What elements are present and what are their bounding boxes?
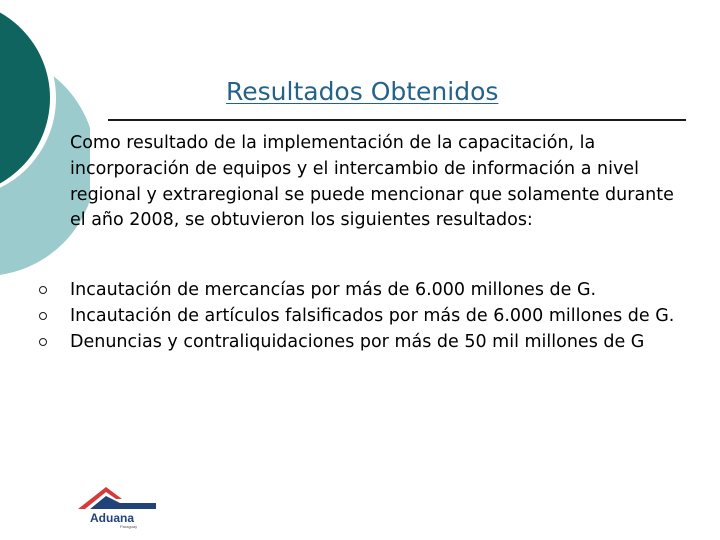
logo-roof-blue	[90, 496, 156, 509]
slide-title: Resultados Obtenidos	[226, 77, 499, 106]
list-item-text: Incautación de artículos falsificados por más de 6.000 millones de G.	[70, 305, 675, 326]
list-item	[0, 278, 680, 304]
hollow-circle-bullet-icon	[39, 286, 47, 294]
list-item-text: Denuncias y contraliquidaciones por más de 50 mil millones de G	[70, 331, 645, 352]
hollow-circle-bullet-icon	[39, 338, 47, 346]
list-item-text: Incautación de mercancías por más de 6.000 millones de G.	[70, 280, 597, 300]
hollow-circle-bullet-icon	[39, 312, 47, 320]
intro-paragraph: Como resultado de la implementación de la capacitación, la incorporación de equipos y el intercambio de información a nivel regional y extraregional se puede mencionar que solamente durante el año 2008, se obtuvieron los siguientes resultados:	[70, 133, 674, 231]
list-item	[0, 304, 680, 330]
results-list	[0, 278, 680, 355]
logo-wordmark: Aduana	[90, 511, 135, 525]
list-item	[0, 330, 680, 356]
logo-country: Paraguay	[120, 524, 138, 529]
title-divider	[108, 119, 686, 121]
